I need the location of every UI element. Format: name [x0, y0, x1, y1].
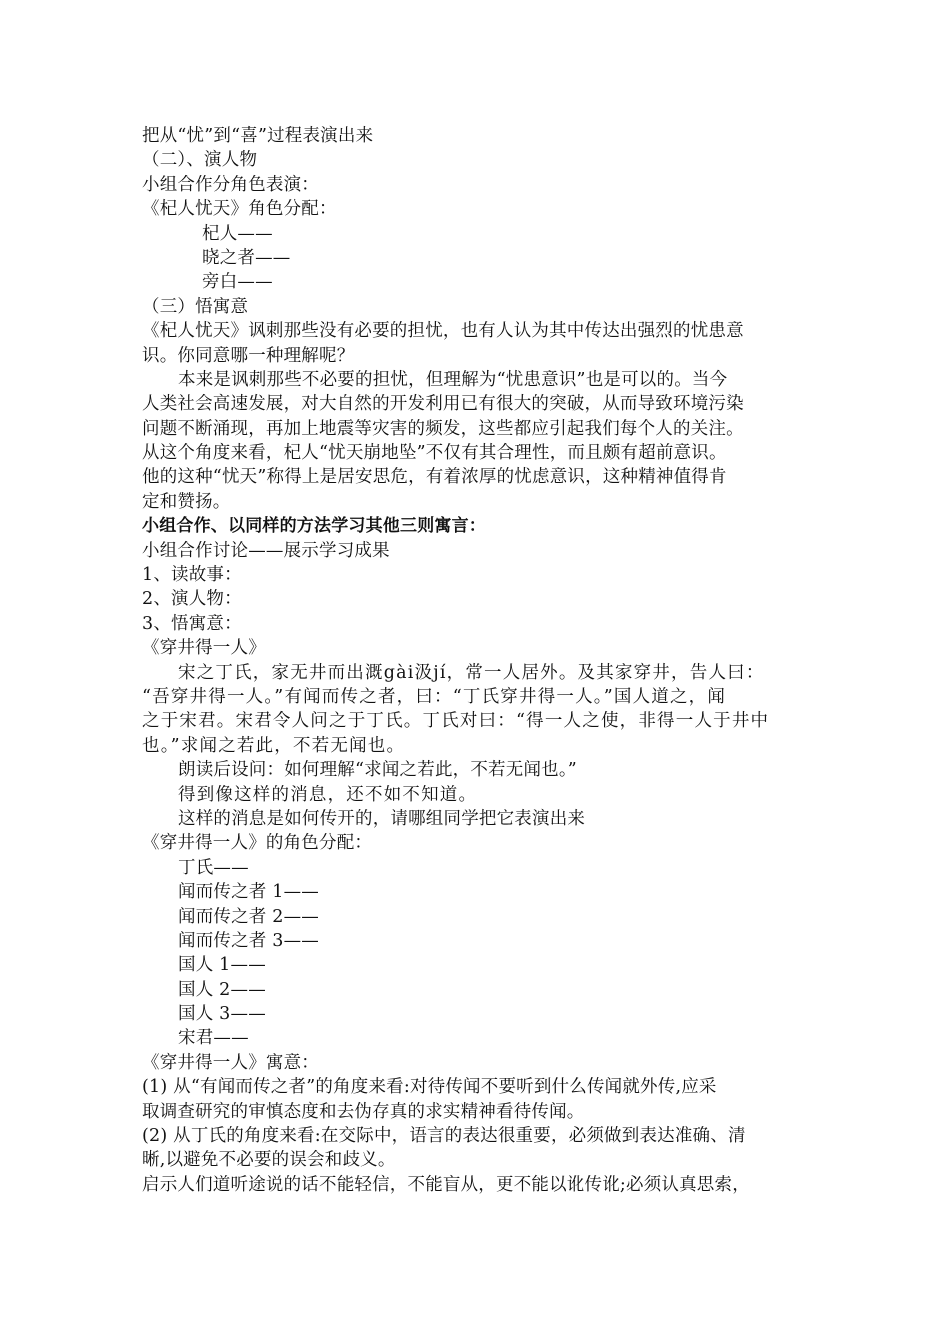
text-line: 把从“忧”到“喜”过程表演出来 — [142, 126, 374, 146]
story-text-line: 宋之丁氏，家无井而出溉gài汲jí，常一人居外。及其家穿井，告人曰： — [178, 662, 765, 683]
paragraph-line: 识。你同意哪一种理解呢？ — [142, 345, 355, 366]
paragraph-line: (2) 从丁氏的角度来看:在交际中，语言的表达很重要，必须做到表达准确、清 — [142, 1126, 746, 1147]
paragraph-line: 问题不断涌现，再加上地震等灾害的频发，这些都应引起我们每个人的关注。 — [142, 418, 744, 439]
document-page — [142, 124, 822, 1197]
role-line: 晓之者—— — [202, 247, 291, 268]
paragraph-line: 启示人们道听途说的话不能轻信，不能盲从，更不能以讹传讹;必须认真思索， — [142, 1174, 750, 1195]
paragraph-line: 他的这种“忧天”称得上是居安思危，有着浓厚的忧虑意识，这种精神值得肯 — [142, 467, 727, 488]
story-text-line: 也。”求闻之若此，不若无闻也。 — [142, 735, 406, 756]
list-item: 3、悟寓意： — [142, 613, 242, 634]
paragraph-line: 人类社会高速发展，对大自然的开发利用已有很大的突破，从而导致环境污染 — [142, 394, 744, 415]
text-line: 朗读后设问：如何理解“求闻之若此，不若无闻也。” — [178, 760, 577, 781]
story-text-line: “吾穿井得一人。”有闻而传之者，曰：“丁氏穿井得一人。”国人道之，闻 — [142, 686, 727, 707]
role-line: 国人 1—— — [178, 955, 266, 976]
role-line: 国人 3—— — [178, 1004, 266, 1025]
section-heading: （三）悟寓意 — [142, 296, 249, 317]
text-line: 小组合作讨论——展示学习成果 — [142, 540, 390, 561]
text-line: 得到像这样的消息，还不如不知道。 — [178, 784, 478, 805]
text-line: 小组合作分角色表演： — [142, 174, 319, 195]
list-item: 2、演人物： — [142, 589, 242, 610]
bold-heading: 小组合作、以同样的方法学习其他三则寓言： — [142, 516, 486, 537]
role-line: 旁白—— — [202, 272, 273, 293]
paragraph-line: 《杞人忧天》讽刺那些没有必要的担忧，也有人认为其中传达出强烈的忧患意 — [142, 321, 744, 342]
role-line: 宋君—— — [178, 1028, 249, 1049]
paragraph-line: 取调查研究的审慎态度和去伪存真的求实精神看待传闻。 — [142, 1101, 585, 1122]
paragraph-line: (1) 从“有闻而传之者”的角度来看:对待传闻不要听到什么传闻就外传,应采 — [142, 1077, 717, 1098]
role-line: 国人 2—— — [178, 979, 266, 1000]
paragraph-line: 定和赞扬。 — [142, 491, 231, 512]
paragraph-line: 本来是讽刺那些不必要的担忧，但理解为“忧患意识”也是可以的。当今 — [178, 369, 728, 390]
section-heading: （二）、演人物 — [142, 150, 258, 171]
text-line: 《穿井得一人》的角色分配： — [142, 833, 373, 854]
role-line: 闻而传之者 2—— — [178, 906, 319, 927]
role-line: 丁氏—— — [178, 857, 249, 878]
story-title: 《穿井得一人》 — [142, 638, 266, 659]
text-line: 《杞人忧天》角色分配： — [142, 199, 337, 220]
paragraph-line: 从这个角度来看，杞人“忧天崩地坠”不仅有其合理性，而且颇有超前意识。 — [142, 443, 727, 464]
role-line: 杞人—— — [202, 223, 273, 244]
story-text-line: 之于宋君。宋君令人问之于丁氏。丁氏对曰：“得一人之使，非得一人于井中 — [142, 711, 770, 732]
role-line: 闻而传之者 3—— — [178, 930, 319, 951]
list-item: 1、读故事： — [142, 565, 242, 586]
text-line: 《穿井得一人》寓意： — [142, 1052, 319, 1073]
paragraph-line: 晰,以避免不必要的误会和歧义。 — [142, 1150, 396, 1171]
text-line: 这样的消息是如何传开的，请哪组同学把它表演出来 — [178, 808, 586, 829]
role-line: 闻而传之者 1—— — [178, 882, 319, 903]
